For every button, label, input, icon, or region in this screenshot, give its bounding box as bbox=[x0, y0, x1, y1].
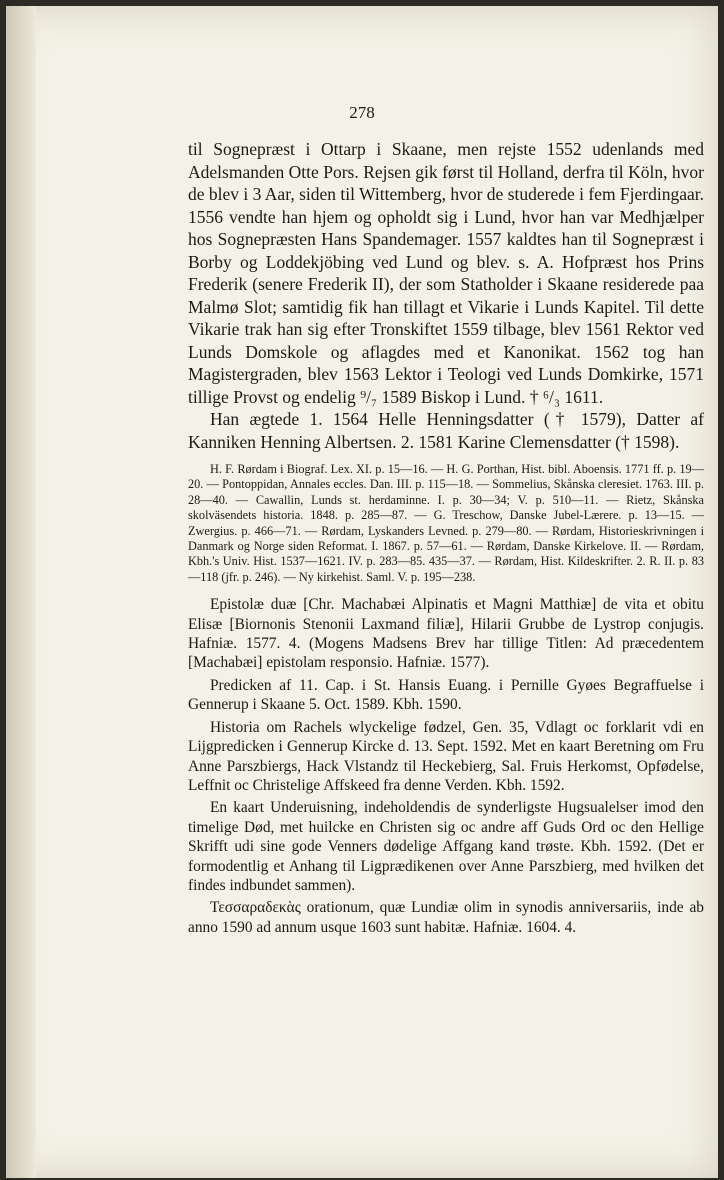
work-entry: Predicken af 11. Cap. i St. Hansis Euang. i Pernille Gyøes Begraffuelse i Gennerup i Skaane 5. Oct. 1589. Kbh. 1590. bbox=[188, 676, 704, 714]
works-list bbox=[188, 595, 704, 937]
biography-text bbox=[188, 138, 704, 453]
page-content bbox=[188, 138, 704, 940]
page-gutter bbox=[6, 6, 36, 1178]
sources-list: H. F. Rørdam i Biograf. Lex. XI. p. 15—16. — H. G. Porthan, Hist. bibl. Aboensis. 1771 ff. p. 19—20. — Pontoppidan, Annales eccles. Dan. III. p. 115—18. — Sommelius, Skånska cleresiet. 1763. III. p. 28—40. — Cawallin, Lunds st. herdaminne. I. p. 30—34; V. p. 510—11. — Rietz, Skånska skolväsendets historia. 1848. p. 285—87. — G. Treschow, Danske Jubel-Lærere. p. 13—15. — Zwergius. p. 466—71. — Rørdam, Lyskanders Levned. p. 279—80. — Rørdam, Historieskrivningen i Danmark og Norge siden Reformat. I. 1867. p. 57—61. — Rørdam, Danske Kirkelove. II. — Rørdam, Kbh.'s Univ. Hist. 1537—1621. IV. p. 283—85. 435—37. — Rørdam, Hist. Kildeskrifter. 2. R. II. p. 83—118 (jfr. p. 246). — Ny kirkehist. Saml. V. p. 195—238. bbox=[188, 462, 704, 584]
book-page bbox=[6, 6, 718, 1178]
work-entry: Historia om Rachels wlyckelige fødzel, Gen. 35, Vdlagt oc forklarit vdi en Lijgpredicken i Gennerup Kircke d. 13. Sept. 1592. Met en kaart Beretning om Fru Anne Parszbiergs, Hack Vlstandz til Heckebierg, Sal. Fruis Herkomst, Opfødelse, Leffnit oc Christelige Affskeed fra denne Verden. Kbh. 1592. bbox=[188, 718, 704, 794]
marriage-paragraph: Han ægtede 1. 1564 Helle Henningsdatter († 1579), Datter af Kanniken Henning Albertsen. 2. 1581 Karine Clemensdatter († 1598). bbox=[188, 409, 704, 452]
work-entry: Epistolæ duæ [Chr. Machabæi Alpinatis et Magni Matthiæ] de vita et obitu Elisæ [Biornonis Stenonii Laxmand filiæ], Hilarii Grubbe de Lystrop conjugis. Hafniæ. 1577. 4. (Mogens Madsens Brev har tillige Titlen: Ad præcedentem [Machabæi] epistolam responsio. Hafniæ. 1577). bbox=[188, 596, 704, 672]
page-number: 278 bbox=[349, 103, 375, 122]
work-entry: En kaart Underuisning, indeholdendis de synderligste Hugsualelser imod den timelige Død, met huilcke en Christen sig oc andre aff Guds Ord oc den Hellige Skrifft udi sine gode Venners dødelige Affgang kand trøste. Kbh. 1592. (Det er formodentlig et Anhang til Ligprædikenen over Anne Parszbierg, med hvilken det findes indbundet sammen). bbox=[188, 799, 704, 894]
work-entry: Τεσσαραδεκὰς orationum, quæ Lundiæ olim in synodis anniversariis, inde ab anno 1590 ad annum usque 1603 sunt habitæ. Hafniæ. 1604. 4. bbox=[188, 899, 704, 936]
biography-paragraph: til Sognepræst i Ottarp i Skaane, men rejste 1552 udenlands med Adelsmanden Otte Pors. Rejsen gik først til Holland, derfra til Köln, hvor de blev i 3 Aar, siden til Wittemberg, hvor de studerede i fem Fjerdingaar. 1556 vendte han hjem og opholdt sig i Lund, hvor han var Medhjælper hos Sognepræsten Hans Spandemager. 1557 kaldtes han til Sognepræst i Borby og Loddekjöbing ved Lund og blev. s. A. Hofpræst hos Prins Frederik (senere Frederik II), der som Statholder i Skaane residerede paa Malmø Slot; samtidig fik han tillagt et Vikarie i Lunds Kapitel. Til dette Vikarie trak han sig efter Tronskiftet 1559 tilbage, blev 1561 Rektor ved Lunds Domskole og aflagdes med et Kanonikat. 1562 tog han Magistergraden, blev 1563 Lektor i Teologi ved Lunds Domkirke, 1571 tillige Provst og endelig ⁹/₇ 1589 Biskop i Lund. † ⁶/₃ 1611. bbox=[188, 139, 705, 407]
